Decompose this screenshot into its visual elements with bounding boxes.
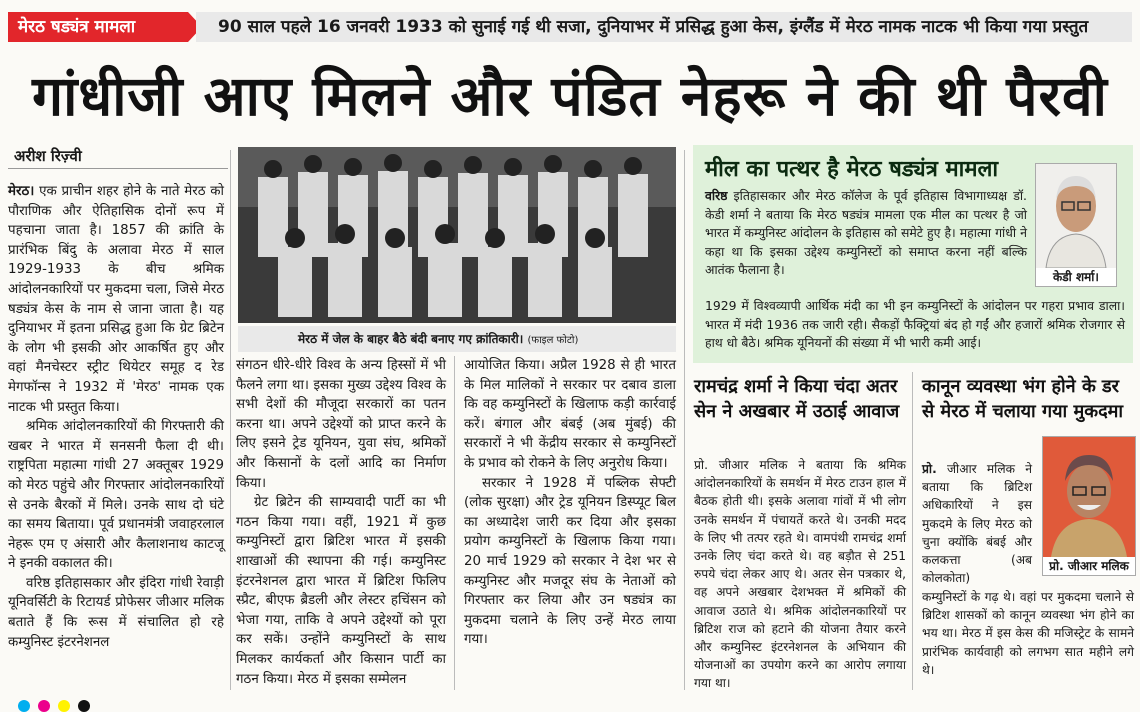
byline: अरीश रिज़्वी <box>14 147 82 165</box>
portrait-image <box>1043 437 1135 557</box>
registration-dot <box>18 700 30 712</box>
col1-para-2: श्रमिक आंदोलनकारियों की गिरफ्तारी की खबर ने भारत में सनसनी फैला दी थी। राष्ट्रपिता महात्मा गांधी 27 अक्तूबर 1929 को मेरठ पहुंचे और गिरफ्तार आंदोलनकारियों से उनके बैरकों में मिले। उनके साथ दो घंटे का समय बिताया। पूर्व प्रधानमंत्री जवाहरलाल नेहरू एम ए अंसारी और कैलाशनाथ काटजू ने इनकी वकालत की। <box>8 419 224 572</box>
story3-title: कानून व्यवस्था भंग होने के डर से मेरठ में चलाया गया मुकदमा <box>922 376 1124 422</box>
registration-dot <box>38 700 50 712</box>
box-text-body: इतिहासकार और मेरठ कॉलेज के पूर्व इतिहास विभागाध्यक्ष डॉ. केडी शर्मा ने बताया कि मेरठ षड्यंत्र मामला एक मील का पत्थर है जो भारत में कम्युनिस्ट आंदोलन के इतिहास को समेटे हुए है। महात्मा गांधी ने कहा था कि इसका उद्देश्य कम्युनिस्टों को समाप्त करना नहीं बल्कि आतंक फैलाना है। <box>705 188 1027 278</box>
portrait-image <box>1036 164 1116 268</box>
col3-para-1: आयोजित किया। अप्रैल 1928 से ही भारत के मिल मालिकों ने सरकार पर दबाव डाला कि वह कम्युनिस्टों के खिलाफ कड़ी कार्रवाई करें। बंगाल और बंबई (अब मुंबई) की सरकारों ने भी केंद्रीय सरकार से कम्युनिस्टों के प्रभाव को रोकने के लिए अनुरोध किया। <box>464 358 676 471</box>
col1-text-1: एक प्राचीन शहर होने के नाते मेरठ को पौराणिक और ऐतिहासिक दोनों रूप में पहचाना जाता है। 1857 की क्रांति के प्रारंभिक बिंदु के अलावा मेरठ में साल 1929-1933 के बीच श्रमिक आंदोलनकारियों पर मुकदमा चला, जिसे मेरठ षड्यंत्र केस के नाम से जाना जाता है। यह दुनियाभर में इतना प्रसिद्ध हुआ कि ग्रेट ब्रिटेन के लोग भी इसकी ओर आकर्षित हुए और वहां मैनचेस्टर स्ट्रीट थियेटर समूह द रेड मेगफॉन्स ने 1932 में 'मेरठ' नामक एक नाटक भी प्रस्तुत किया। <box>8 184 224 415</box>
col2-para-1: संगठन धीरे-धीरे विश्व के अन्य हिस्सों में भी फैलने लगा था। इसका मुख्य उद्देश्य विश्व के सभी देशों की मौजूदा सरकारों का पतन करना था। अपने उद्देश्यों को प्राप्त करने के लिए इसने ट्रेड यूनियन, युवा संघ, श्रमिकों और किसानों के दलों आदि का निर्माण किया। <box>236 358 446 491</box>
col1-para-3: वरिष्ठ इतिहासकार और इंदिरा गांधी रेवाड़ी यूनिवर्सिटी के रिटायर्ड प्रोफेसर जीआर मलिक बताते हैं कि रूस में संचालित हो रहे कम्युनिस्ट इंटरनेशनल <box>8 575 224 650</box>
story2-title: रामचंद्र शर्मा ने किया चंदा अतर सेन ने अखबार में उठाई आवाज <box>694 376 900 422</box>
story3-text <box>922 460 1032 587</box>
story3-text-body: जीआर मलिक ने बताया कि ब्रिटिश अधिकारियों ने इस मुकदमे के लिए मेरठ को चुना क्योंकि बंबई और कलकत्ता (अब कोलकोता) <box>922 462 1032 586</box>
col1-para-1 <box>8 182 224 417</box>
registration-dot <box>78 700 90 712</box>
box-text-2: 1929 में विश्वव्यापी आर्थिक मंदी का भी इन कम्युनिस्टों के आंदोलन पर गहरा प्रभाव डाला। भारत में मंदी 1936 तक जारी रही। सैकड़ों फैक्ट्रियां बंद हो गईं और हजारों श्रमिक रोजगार से हाथ धो बैठे। श्रमिक यूनियनों की संख्या में भी भारी कमी आई। <box>705 298 1125 351</box>
col3-para-2: सरकार ने 1928 में पब्लिक सेफ्टी (लोक सुरक्षा) और ट्रेड यूनियन डिस्प्यूट बिल का अध्यादेश जारी कर दिया और इसका प्रयोग कम्युनिस्टों के खिलाफ किया गया। 20 मार्च 1929 को सरकार ने देश भर से कम्युनिस्ट और मजदूर संघ के नेताओं को गिरफ्तार कर लिया और उन षड्यंत्र का मुकदमा चलाने के लिए उन्हें मेरठ लाया गया। <box>464 475 676 648</box>
portrait-label: प्रो. जीआर मलिक <box>1043 557 1135 575</box>
column-2 <box>236 356 446 689</box>
col2-para-2: ग्रेट ब्रिटेन की साम्यवादी पार्टी का भी गठन किया गया। वहीं, 1921 में कुछ कम्युनिस्टों द्वारा ब्रिटिश भारत में इसकी शाखाओं की स्थापना की गई। कम्युनिस्ट इंटरनेशनल द्वारा भारत में ब्रिटिश फिलिप स्प्रैट, बीएफ ब्रैडली और लेस्टर हचिंसन को भेजा गया, ताकि वे अपने उद्देश्यों को पूरा कर सकें। उन्होंने कम्युनिस्टों के साथ मिलकर कार्यकर्ता और किसान पार्टी का गठन किया। मेरठ में इसका सम्मेलन <box>236 495 446 687</box>
column-divider <box>912 372 913 690</box>
strap-line: 90 साल पहले 16 जनवरी 1933 को सुनाई गई थी सजा, दुनियाभर में प्रसिद्ध हुआ केस, इंग्लैंड में मेरठ नामक नाटक भी किया गया प्रस्तुत <box>196 12 1132 42</box>
box-title: मील का पत्थर है मेरठ षड्यंत्र मामला <box>705 157 999 182</box>
column-1 <box>8 182 224 652</box>
story3-lead: प्रो. <box>922 462 937 476</box>
group-photo-image <box>238 147 676 323</box>
byline-rule <box>8 168 228 169</box>
group-photo <box>238 147 676 323</box>
portrait-kd-sharma <box>1035 163 1117 287</box>
box-lead: वरिष्ठ <box>705 188 728 203</box>
portrait-label: केडी शर्मा। <box>1036 268 1116 286</box>
caption-text: मेरठ में जेल के बाहर बैठे बंदी बनाए गए क्रांतिकारी। <box>298 332 524 346</box>
registration-dot <box>58 700 70 712</box>
column-divider <box>454 356 455 690</box>
headline: गांधीजी आए मिलने और पंडित नेहरू ने की थी पैरवी <box>32 64 1108 128</box>
photo-caption <box>238 326 676 352</box>
column-divider <box>684 150 685 690</box>
story2-text: प्रो. जीआर मलिक ने बताया कि श्रमिक आंदोलनकारियों के समर्थन में मेरठ टाउन हाल में बैठक होती थी। इसके अलावा गांवों में भी लोग उनके समर्थन में पंचायतें करते थे। उनकी मदद के लिए भी तत्पर रहते थे। वामपंथी रामचंद्र शर्मा उनके लिए चंदा करते थे। वह बड़ौत से 251 रुपये चंदा लेकर आए थे। अतर सेन पत्रकार थे, वह अपने अखबार देशभक्त में श्रमिकों की आवाज उठाते थे। श्रमिक आंदोलनकारियों पर ब्रिटिश राज को हटाने की योजना तैयार करने और कम्युनिस्ट इंटरनेशनल के अभियान की योजनाओं का उपयोग करने का आरोप लगाया गया था। <box>694 458 906 691</box>
story3-text-2: कम्युनिस्टों के गढ़ थे। वहां पर मुकदमा चलाने से ब्रिटिश शासकों को कानून व्यवस्था भंग होने का भय था। मेरठ में इस केस की मजिस्ट्रेट के सामने प्रारंभिक कार्यवाही को लगभग सात महीने लगे थे। <box>922 590 1134 677</box>
box-text <box>705 187 1027 280</box>
sidebar-box <box>693 145 1133 363</box>
photo-credit: (फाइल फोटो) <box>527 335 579 346</box>
top-strap <box>0 0 1140 44</box>
column-divider <box>230 150 231 690</box>
column-3 <box>464 356 676 650</box>
dateline: मेरठ। <box>8 184 35 199</box>
portrait-gr-malik <box>1042 436 1136 576</box>
section-tag: मेरठ षड्यंत्र मामला <box>8 12 188 42</box>
